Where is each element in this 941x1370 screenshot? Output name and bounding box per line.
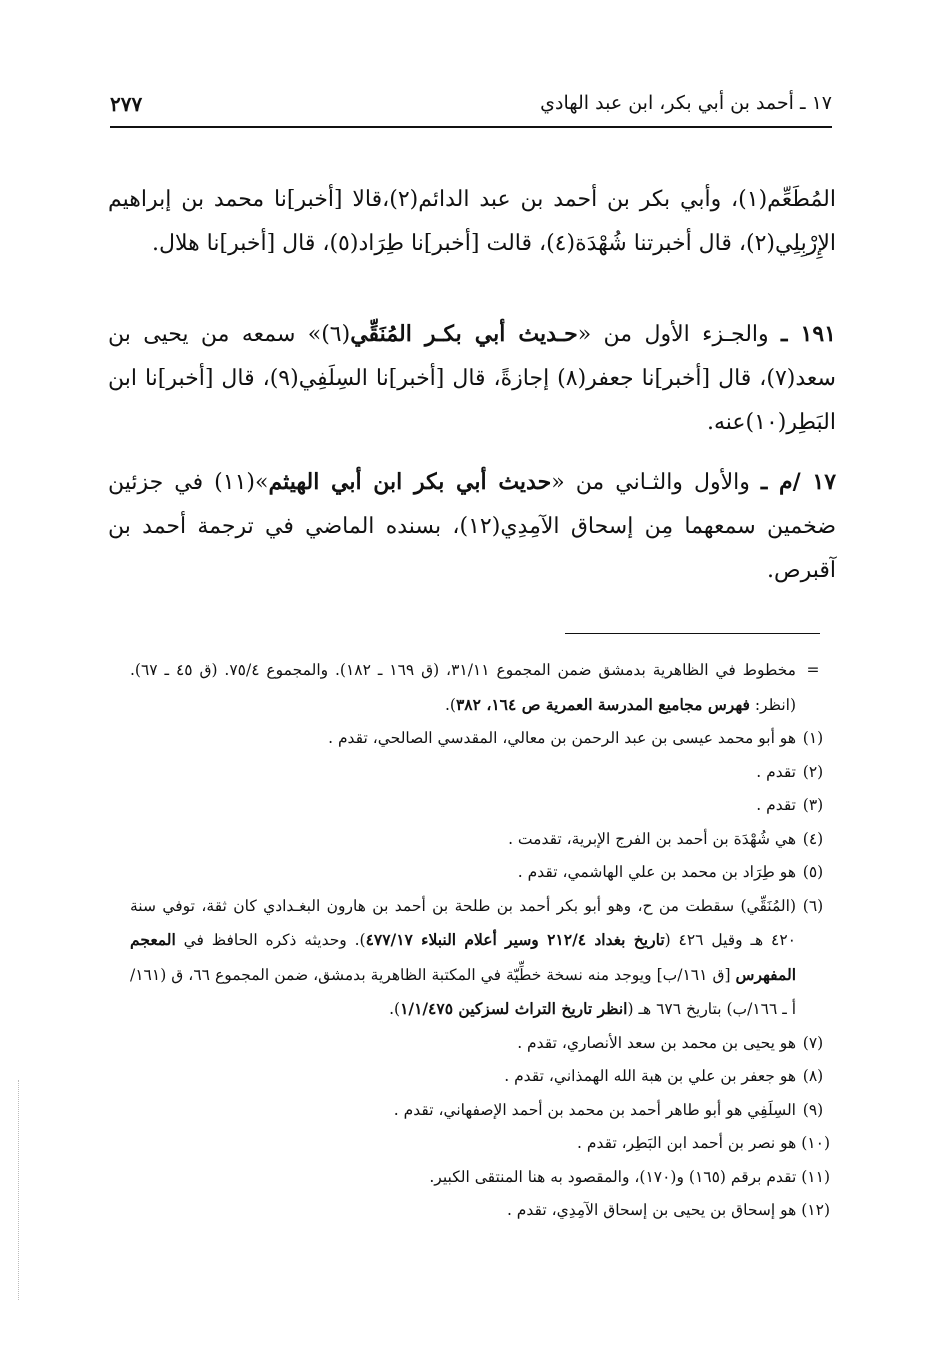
footnote-bold-ref: انظر تاريخ التراث لسزكين ١/١/٤٧٥ [400,999,628,1018]
paragraph-body [108,312,836,445]
hadith-title: حديث أبي بكر ابن أبي الهيثم [268,469,552,495]
footnote-mark: (٤) [802,829,824,848]
footnote-text: هو أبو محمد عيسى بن عبد الرحمن بن معالي، المقدسي الصالحي، تقدم . [328,729,796,747]
footnote-continuation [130,654,830,722]
footnote-8 [130,1060,830,1094]
footnote-mark: (٥) [802,863,824,881]
paragraph-entry-17m [108,460,836,593]
paragraph-entry-191 [108,312,836,445]
footnote-bold-ref: فهرس مجاميع المدرسة العمرية ص ١٦٤، ٣٨٢ [455,694,750,714]
footnote-text-part: ). وحديثه ذكره الحافظ في [175,931,366,949]
footnote-mark: (٢) [802,762,824,781]
footnote-mark: (٣) [802,796,824,814]
footnote-mark: (٧) [802,1033,824,1052]
footnote-separator [565,633,820,634]
footnote-5 [130,856,830,890]
footnote-text-part: ). [389,1000,401,1018]
footnote-text: هو طِرَاد بن محمد بن علي الهاشمي، تقدم . [517,863,796,881]
footnote-text: تقدم . [756,762,796,781]
footnote-6 [130,890,830,1027]
footnote-text: السِلَفِي هو أبو طاهر أحمد بن محمد بن أحمد الإصفهاني، تقدم . [393,1100,796,1119]
entry-number: ١٧ /م ـ [760,469,837,495]
footnote-text-part: [ق ١٦١/ب] ويوجد منه نسخة خطِّيّة في المكتبة الظاهرية بدمشق، ضمن المجموع ٦٦، ق (١٦١/أ ـ ١٦٦/ب) بتاريخ ٦٧٦ هـ ( [130,965,796,1018]
footnote-4 [130,823,830,857]
footnote-mark: (٦) [802,896,824,915]
footnote-10 [130,1127,830,1161]
footnote-text [130,890,796,1027]
footnote-text-part: ). [444,695,456,714]
footnote-text: (١٠) هو نصر بن أحمد ابن البَطِر، تقدم . [577,1134,830,1152]
footnote-mark: = [806,661,820,679]
paragraph-text: »(١١) في جزئين ضخمين سمعهما مِن إسحاق الآمِدِي(١٢)، بسنده الماضي في ترجمة أحمد بن آقبرص. [108,470,836,583]
header-title: ١٧ ـ أحمد بن أبي بكر، ابن عبد الهادي [540,92,832,114]
footnotes [130,654,830,1228]
footnote-text: هي شُهْدَة بن أحمد بن الفرج الإبرية، تقدمت . [508,829,796,848]
footnote-text: هو يحيى بن محمد بن سعد الأنصاري، تقدم . [517,1033,796,1052]
footnote-text-part: مخطوط في الظاهرية بدمشق ضمن المجموع ٣١/١١، (ق ١٦٩ ـ ١٨٢). والمجموع ٧٥/٤. (ق ٤٥ ـ ٦٧). (انظر: [130,661,796,714]
paragraph-text: المُطَعِّم(١)، وأبي بكر بن أحمد بن عبد الدائم(٢)،قالا [أخبر]نا محمد بن إبراهيم الإِرْبِلِي(٢)، قال أخبرتنا شُهْدَة(٤)، قالت [أخبر]نا طِرَاد(٥)، قال [أخبر]نا هلال. [108,187,836,256]
footnote-7 [130,1027,830,1061]
footnote-3 [130,789,830,823]
footnote-bold-ref: المعجم المفهرس [130,930,796,984]
footnote-text: (١١) تقدم برقم (١٦٥) و(١٧٠)، والمقصود به هنا المنتقى الكبير. [429,1167,830,1186]
footnote-mark: (٨) [802,1067,824,1085]
running-header [110,86,832,128]
footnote-mark: (١) [802,729,824,747]
footnote-12 [130,1194,830,1228]
footnote-text: (١٢) هو إسحاق بن يحيى بن إسحاق الآمِدِي، تقدم . [506,1201,830,1219]
paragraph-text: والأول والثـاني من « [551,470,761,495]
page-number: ٢٧٧ [110,92,143,116]
footnote-text: هو جعفر بن علي بن هبة الله الهمذاني، تقدم . [504,1067,796,1085]
paragraph-text: والجـزء الأول من « [577,322,782,347]
footnote-bold-ref: تاريخ بغداد ٢١٢/٤ وسير أعلام النبلاء ٤٧٧/١٧ [365,930,665,949]
entry-number: ١٩١ ـ [781,321,836,347]
footnote-text [130,654,796,722]
paragraph-text: (٦)» سمعه من يحيى بن سعد(٧)، قال [أخبر]نا جعفر(٨) إجازةً، قال [أخبر]نا السِلَفِي(٩)، قال [أخبر]نا ابن البَطِر(١٠)عنه. [108,322,836,435]
footnote-2 [130,756,830,790]
footnote-text-part: (المُنَقِّي) سقطت من ح، وهو أبو بكر أحمد بن طلحة بن أحمد بن هارون البغـدادي كان ثقة، توفي سنة ٤٢٠ هـ وقيل ٤٢٦ ( [130,896,796,949]
footnote-text: تقدم . [756,796,796,814]
footnote-mark: (٩) [802,1100,824,1119]
paragraph-continuation [108,178,836,266]
footnote-1 [130,722,830,756]
scan-margin-mark [18,1080,20,1300]
hadith-title: حـديث أبي بكـر المُنَقِّي [350,321,578,347]
paragraph-body [108,460,836,593]
footnote-9 [130,1094,830,1128]
footnote-11 [130,1161,830,1195]
